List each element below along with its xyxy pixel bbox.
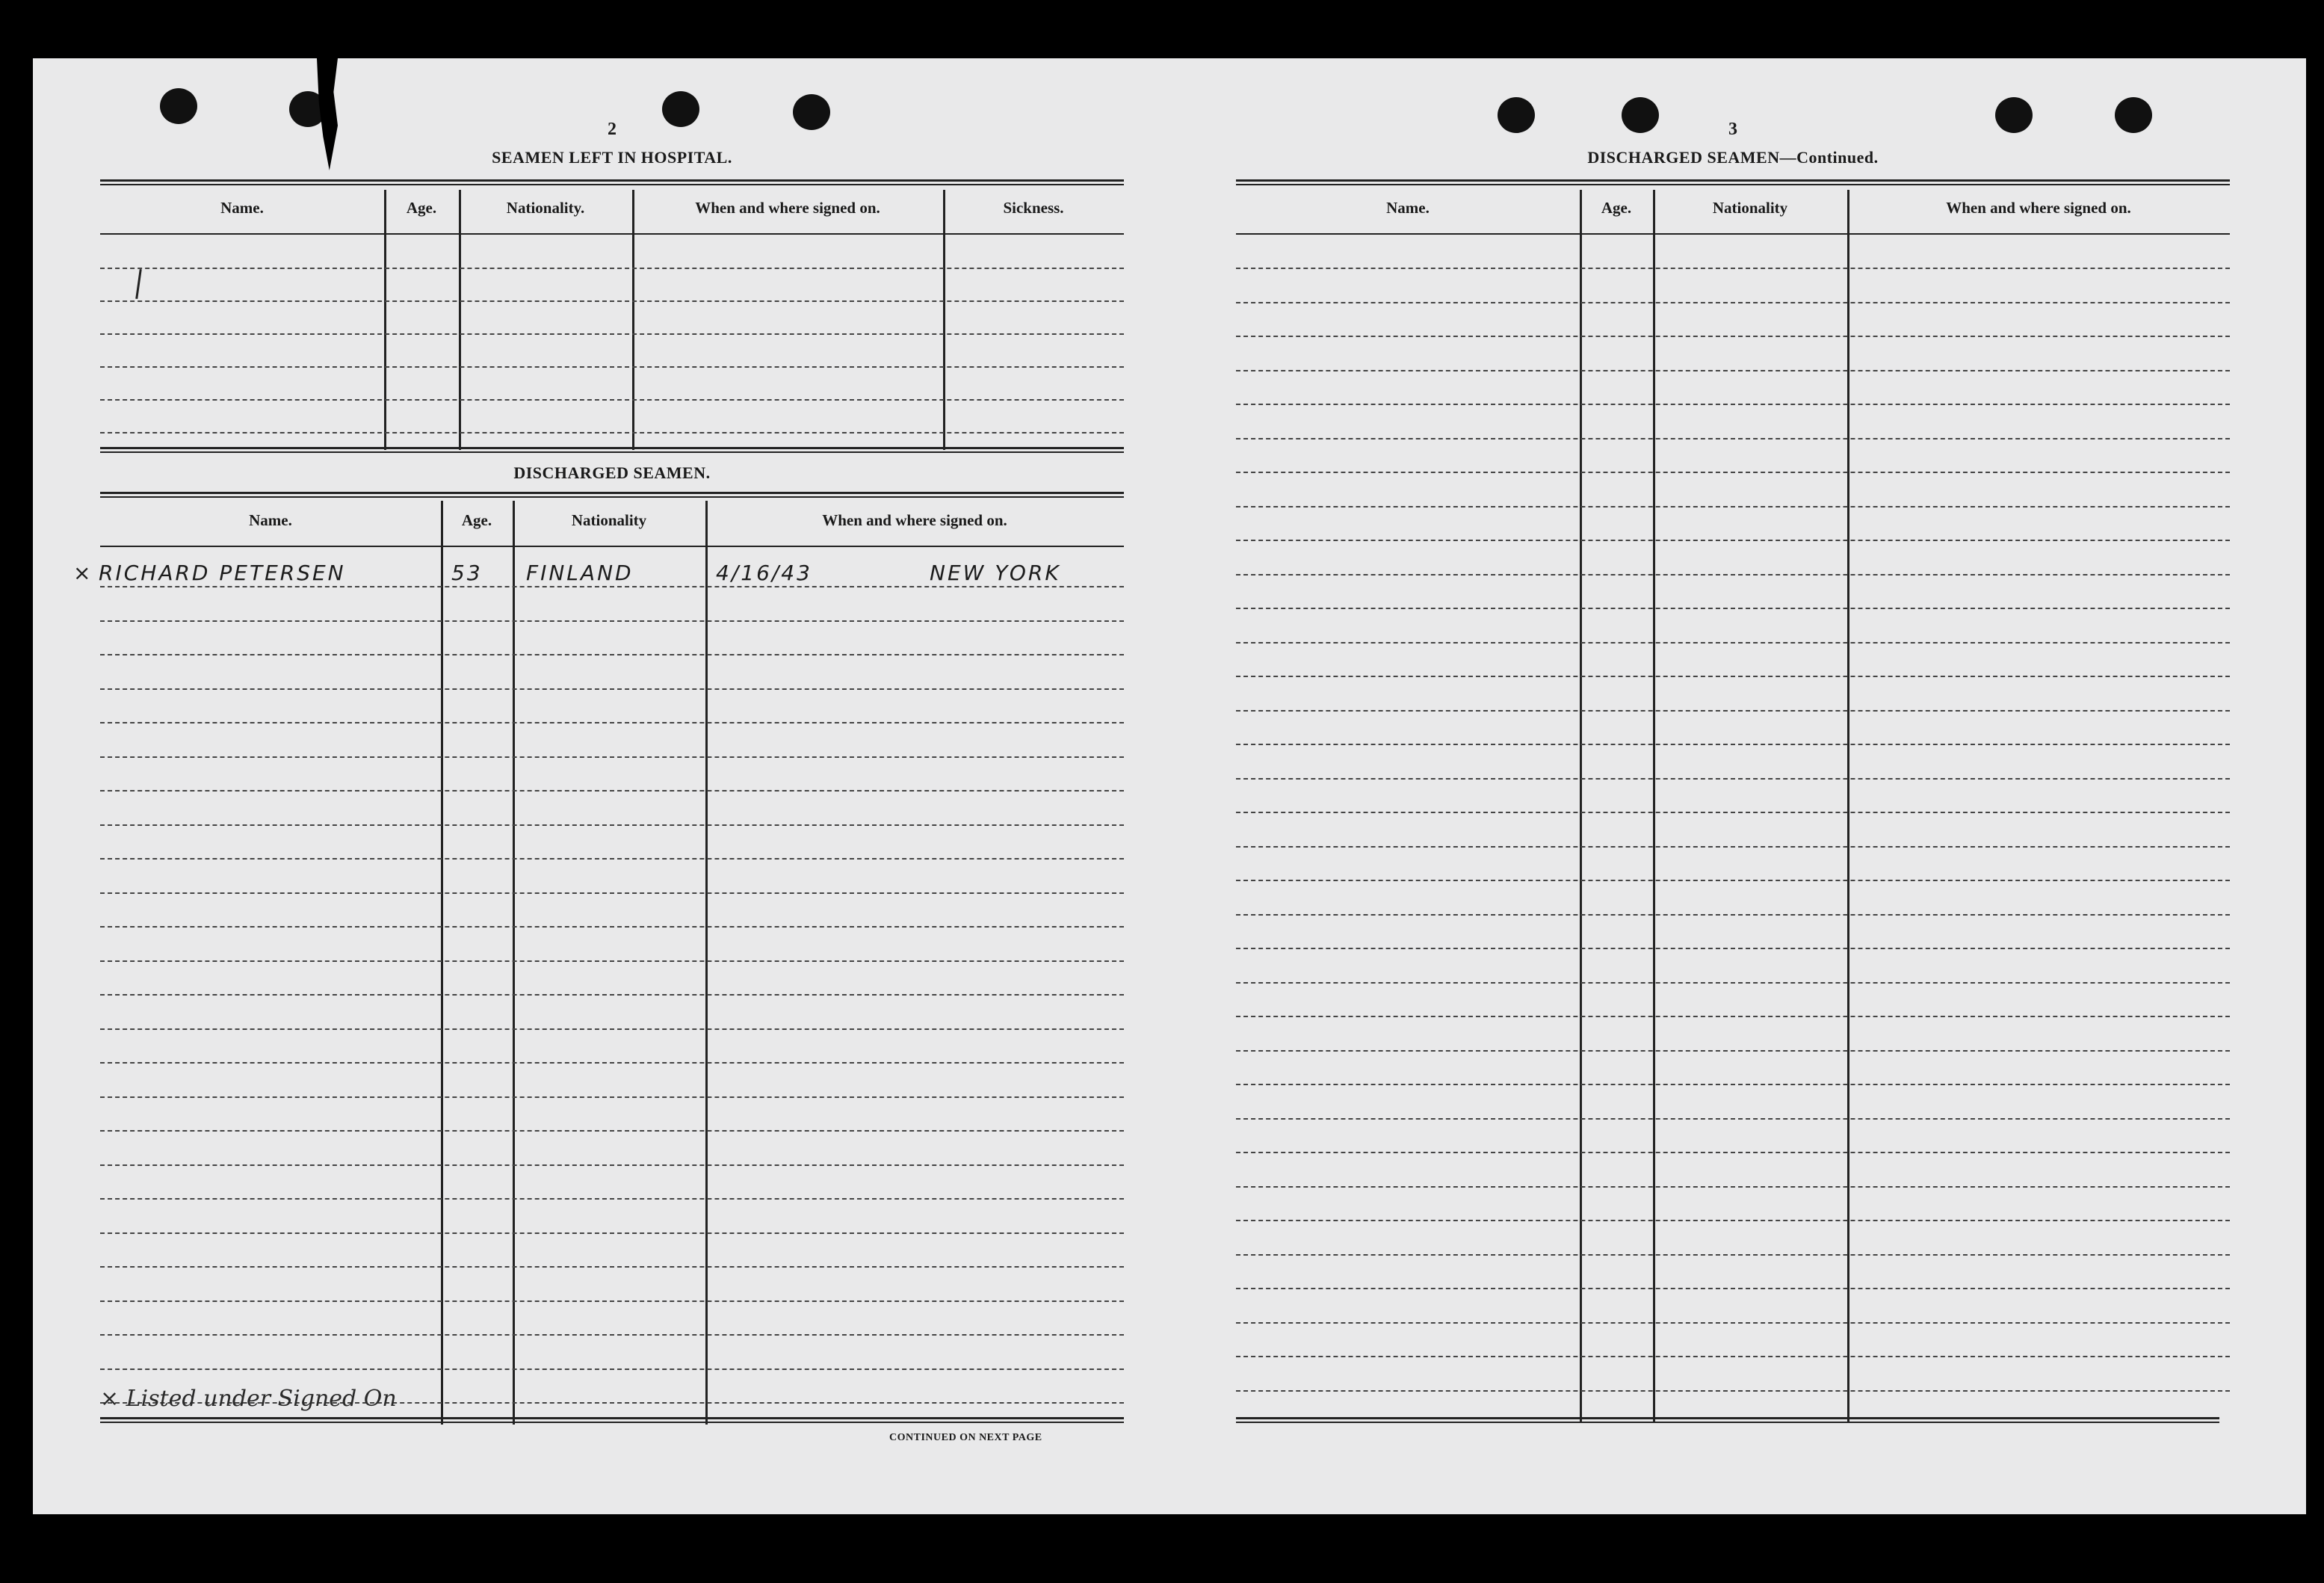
column-divider: [632, 190, 634, 450]
row-line: [1236, 982, 2230, 984]
bottom-rule: [100, 1417, 1124, 1423]
row-line: [100, 824, 1124, 826]
row-line: [100, 858, 1124, 860]
row-line: [100, 654, 1124, 655]
row-line: [1236, 1152, 2230, 1153]
col-age: Age.: [1601, 199, 1632, 217]
row-line: [1236, 642, 2230, 644]
row-line: [100, 1198, 1124, 1200]
row-line: [1236, 336, 2230, 337]
col-name: Name.: [220, 199, 264, 217]
col-age: Age.: [461, 511, 492, 529]
row-line: [1236, 778, 2230, 780]
row-line: [100, 333, 1124, 335]
row-line: [100, 620, 1124, 622]
col-name: Name.: [249, 511, 292, 529]
column-divider: [459, 190, 461, 450]
row-line: [1236, 1118, 2230, 1120]
row-line: [1236, 1254, 2230, 1256]
row-line: [1236, 1016, 2230, 1017]
col-age: Age.: [406, 199, 437, 217]
row-line: [100, 1232, 1124, 1234]
right-page: [1236, 58, 2230, 1514]
pen-stroke: [135, 269, 142, 299]
row-line: [100, 1164, 1124, 1166]
row-line: [1236, 1084, 2230, 1085]
section-rule: [100, 492, 1124, 498]
row-line: [1236, 268, 2230, 269]
row-line: [1236, 744, 2230, 745]
col-signed-on: When and where signed on.: [1946, 199, 2131, 217]
header-underline: [1236, 233, 2230, 235]
continued-section-title: DISCHARGED SEAMEN—Continued.: [1587, 148, 1879, 167]
section-rule: [100, 447, 1124, 453]
hospital-section-title: SEAMEN LEFT IN HOSPITAL.: [492, 148, 732, 167]
row-line: [100, 960, 1124, 962]
row-line: [100, 892, 1124, 894]
row-line: [100, 1096, 1124, 1098]
column-divider: [943, 190, 945, 450]
row-line: [1236, 1186, 2230, 1188]
seaman-nationality: FINLAND: [526, 561, 634, 585]
row-line: [1236, 846, 2230, 848]
seaman-name: RICHARD PETERSEN: [99, 561, 346, 585]
row-line: [1236, 370, 2230, 371]
col-signed-on: When and where signed on.: [822, 511, 1007, 529]
row-line: [1236, 1356, 2230, 1357]
signed-on-place: NEW YORK: [930, 561, 1061, 585]
row-line: [1236, 302, 2230, 303]
row-line: [1236, 574, 2230, 576]
row-line: [100, 268, 1124, 269]
row-line: [100, 1062, 1124, 1064]
continued-note: CONTINUED ON NEXT PAGE: [889, 1432, 1042, 1443]
left-page: [73, 58, 1124, 1514]
row-line: [1236, 880, 2230, 881]
column-divider: [1580, 190, 1582, 1422]
col-name: Name.: [1386, 199, 1430, 217]
row-line: [100, 1300, 1124, 1302]
row-line: [1236, 1322, 2230, 1324]
row-mark: ×: [73, 561, 93, 585]
row-line: [100, 994, 1124, 996]
signed-on-date: 4/16/43: [716, 561, 812, 585]
row-line: [1236, 472, 2230, 473]
row-line: [1236, 710, 2230, 712]
header-rule: [1236, 179, 2230, 185]
column-divider: [441, 501, 443, 1425]
page-number: 3: [1728, 120, 1737, 139]
column-divider: [1653, 190, 1655, 1422]
column-divider: [1847, 190, 1849, 1422]
row-line: [1236, 914, 2230, 916]
row-line: [100, 1130, 1124, 1132]
row-line: [1236, 608, 2230, 609]
col-nationality: Nationality: [1712, 199, 1788, 217]
row-line: [1236, 1390, 2230, 1392]
page-number: 2: [608, 120, 616, 139]
row-line: [100, 1368, 1124, 1370]
row-line: [1236, 676, 2230, 677]
header-underline: [100, 233, 1124, 235]
row-line: [100, 1028, 1124, 1030]
row-line: [100, 1266, 1124, 1268]
handwritten-footnote: × Listed under Signed On: [100, 1386, 397, 1412]
col-nationality: Nationality: [571, 511, 647, 529]
seaman-age: 53: [451, 561, 483, 585]
row-line: [100, 688, 1124, 690]
row-line: [1236, 948, 2230, 949]
row-line: [100, 1334, 1124, 1336]
column-divider: [384, 190, 386, 450]
discharged-section-title: DISCHARGED SEAMEN.: [513, 463, 711, 482]
row-line: [100, 399, 1124, 401]
row-line: [100, 432, 1124, 433]
header-rule: [100, 179, 1124, 185]
row-line: [100, 756, 1124, 758]
document-sheet: [33, 58, 2306, 1514]
header-underline: [100, 546, 1124, 547]
row-line: [100, 586, 1124, 587]
row-line: [100, 366, 1124, 368]
column-divider: [705, 501, 708, 1425]
row-line: [1236, 438, 2230, 439]
row-line: [1236, 812, 2230, 813]
row-line: [1236, 1220, 2230, 1221]
row-line: [1236, 1050, 2230, 1052]
column-divider: [513, 501, 515, 1425]
row-line: [100, 722, 1124, 723]
row-line: [100, 926, 1124, 928]
row-line: [100, 300, 1124, 302]
row-line: [1236, 506, 2230, 507]
col-signed-on: When and where signed on.: [695, 199, 880, 217]
col-sickness: Sickness.: [1003, 199, 1064, 217]
bottom-rule: [1236, 1417, 2219, 1423]
row-line: [1236, 404, 2230, 405]
row-line: [1236, 1288, 2230, 1289]
col-nationality: Nationality.: [506, 199, 585, 217]
row-line: [100, 790, 1124, 792]
row-line: [1236, 540, 2230, 541]
